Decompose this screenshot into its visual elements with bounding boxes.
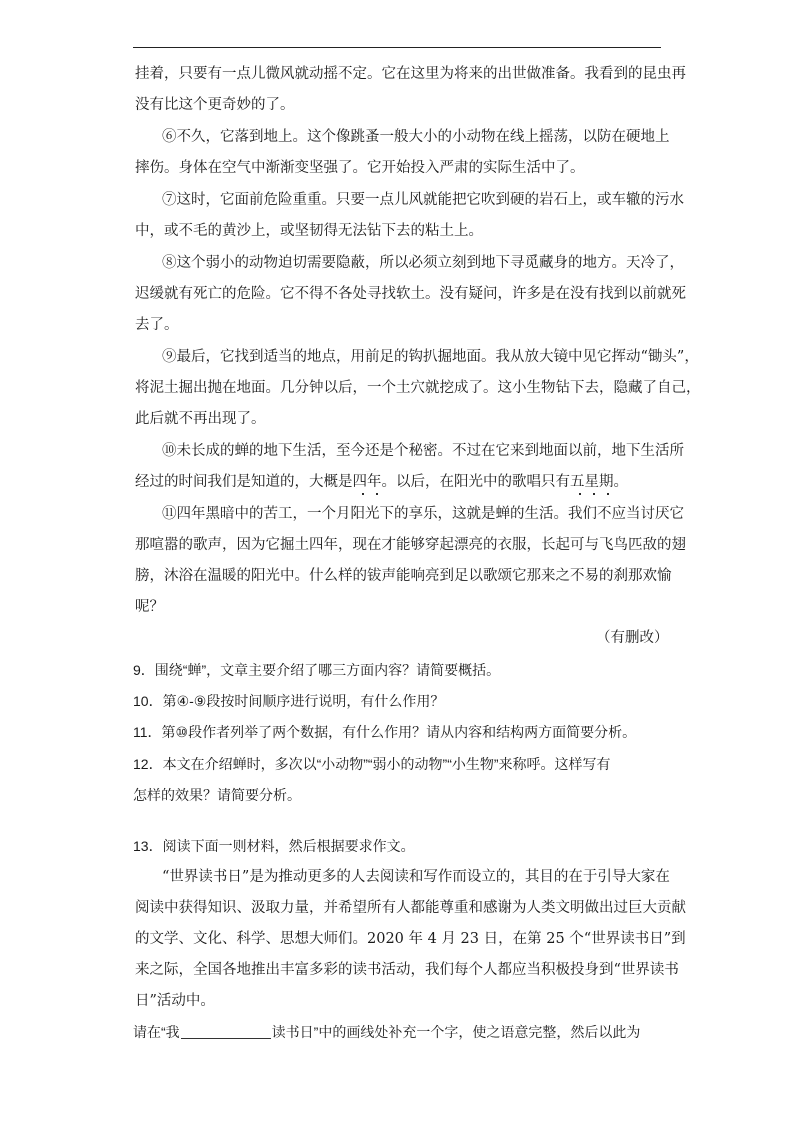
essay-prompt bbox=[133, 1022, 640, 1042]
question-9: 9．围绕“蝉”，文章主要介绍了哪三方面内容？请简要概括。 bbox=[133, 662, 501, 678]
paragraph-11: ⑪四年黑暗中的苦工，一个月阳光下的享乐，这就是蝉的生活。我们不应当讨厌它 bbox=[162, 506, 684, 522]
essay-line: 阅读中获得知识、汲取力量，并希望所有人都能尊重和感谢为人类文明做出过巨大贡献 bbox=[135, 900, 686, 916]
passage-line: 挂着，只要有一点儿微风就动摇不定。它在这里为将来的出世做准备。我看到的昆虫再 bbox=[135, 66, 686, 82]
passage-line: 此后就不再出现了。 bbox=[135, 411, 266, 427]
source-note: （有删改） bbox=[596, 630, 669, 646]
passage-line: 呢？ bbox=[135, 599, 164, 615]
question-12: 12．本文在介绍蝉时，多次以“小动物”“弱小的动物”“小生物”来称呼。这样写有 bbox=[133, 756, 611, 772]
text-segment: 。以后，在阳光中的歌唱只有 bbox=[381, 474, 570, 490]
paragraph-9: ⑨最后，它找到适当的地点，用前足的钩扒掘地面。我从放大镜中见它挥动“锄头”， bbox=[162, 349, 699, 365]
paragraph-7: ⑦这时，它面前危险重重。只要一点儿风就能把它吹到硬的岩石上，或车辙的污水 bbox=[162, 192, 684, 208]
essay-material: “世界读书日”是为推动更多的人去阅读和写作而设立的，其目的在于引导大家在 bbox=[162, 869, 670, 885]
emphasized-number: 四年 bbox=[352, 474, 382, 490]
passage-line: 没有比这个更奇妙的了。 bbox=[135, 97, 295, 113]
essay-line: 来之际，全国各地推出丰富多彩的读书活动，我们每个人都应当积极投身到“世界读书 bbox=[135, 962, 679, 978]
paragraph-6: ⑥不久，它落到地上。这个像跳蚤一般大小的小动物在线上摇荡，以防在硬地上 bbox=[162, 129, 670, 145]
prompt-text: 请在“我 bbox=[133, 1024, 180, 1040]
prompt-text: 读书日”中的画线处补充一个字，使之语意完整，然后以此为 bbox=[271, 1024, 641, 1040]
question-12-cont: 怎样的效果？请简要分析。 bbox=[133, 787, 301, 803]
text-segment: 。 bbox=[613, 474, 628, 490]
passage-line: 那喧嚣的歌声，因为它掘土四年，现在才能够穿起漂亮的衣服，长起可与飞鸟匹敌的翅 bbox=[135, 537, 686, 553]
passage-line: 中，或不毛的黄沙上，或坚韧得无法钻下去的粘土上。 bbox=[135, 223, 483, 239]
passage-line: 迟缓就有死亡的危险。它不得不各处寻找软土。没有疑问，许多是在没有找到以前就死 bbox=[135, 286, 686, 302]
fill-in-blank[interactable] bbox=[181, 1024, 271, 1039]
paragraph-8: ⑧这个弱小的动物迫切需要隐蔽，所以必须立刻到地下寻觅藏身的地方。天冷了， bbox=[162, 255, 684, 271]
question-10: 10．第④-⑨段按时间顺序进行说明，有什么作用？ bbox=[133, 693, 445, 709]
passage-line: 去了。 bbox=[135, 317, 179, 333]
passage-line: 摔伤。身体在空气中渐渐变坚强了。它开始投入严肃的实际生活中了。 bbox=[135, 160, 585, 176]
essay-line: 的文学、文化、科学、思想大师们。2020 年 4 月 23 日，在第 25 个“世界读书日”到 bbox=[135, 931, 686, 947]
passage-line bbox=[135, 472, 628, 492]
question-11: 11．第⑩段作者列举了两个数据，有什么作用？请从内容和结构两方面简要分析。 bbox=[133, 724, 637, 740]
passage-line: 膀，沐浴在温暖的阳光中。什么样的钹声能响亮到足以歌颂它那来之不易的刹那欢愉 bbox=[135, 568, 672, 584]
paragraph-10: ⑩未长成的蝉的地下生活，至今还是个秘密。不过在它来到地面以前，地下生活所 bbox=[162, 443, 684, 459]
text-segment: 经过的时间我们是知道的，大概是 bbox=[135, 474, 353, 490]
question-13: 13．阅读下面一则材料，然后根据要求作文。 bbox=[133, 838, 415, 854]
passage-line: 将泥土掘出抛在地面。几分钟以后，一个土穴就挖成了。这小生物钻下去，隐藏了自己， bbox=[135, 380, 701, 396]
header-rule bbox=[133, 47, 661, 48]
essay-line: 日”活动中。 bbox=[135, 993, 215, 1009]
emphasized-number: 五星期 bbox=[570, 474, 614, 490]
